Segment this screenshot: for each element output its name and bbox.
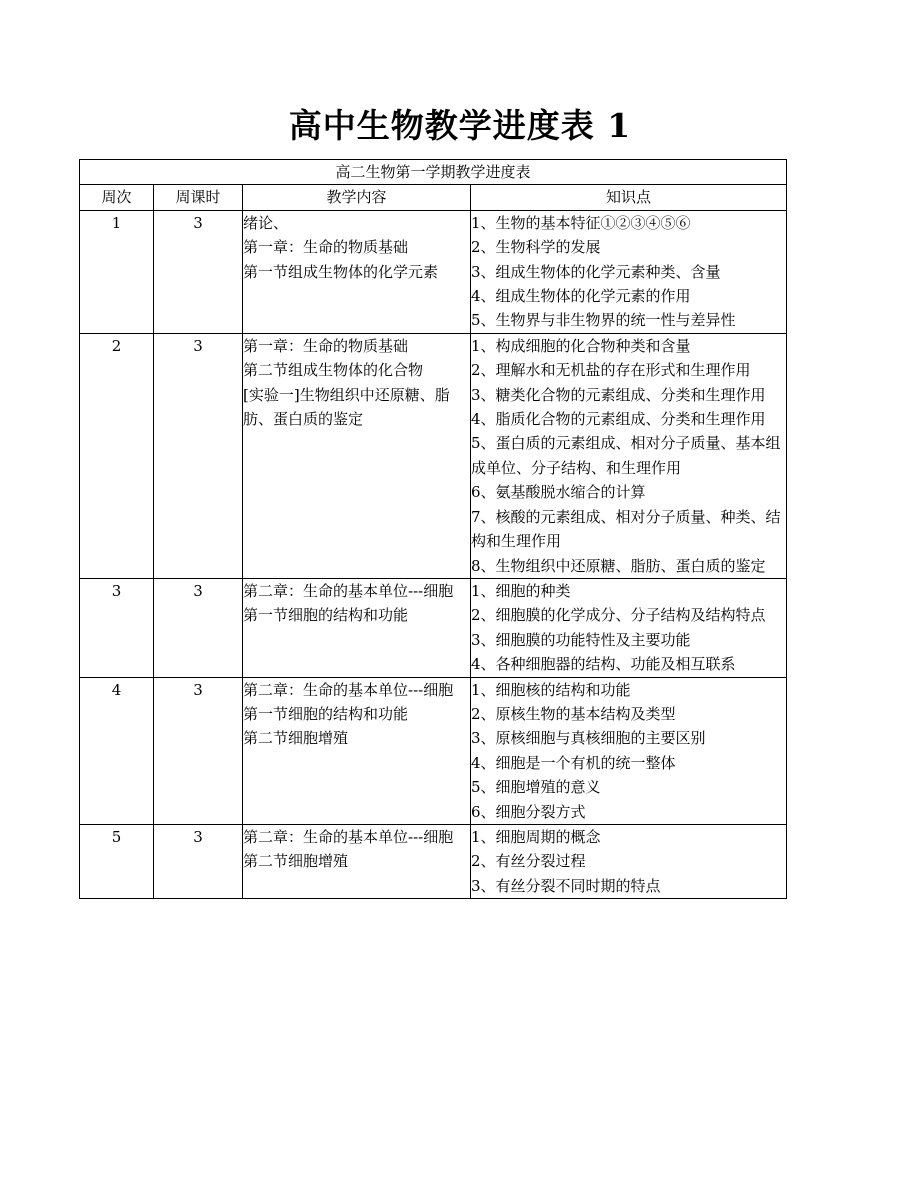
header-hours: 周课时: [154, 185, 243, 210]
table-header-row: [80, 185, 787, 210]
week-cell: 2: [80, 333, 154, 578]
hours-cell: 3: [154, 578, 243, 677]
header-week: 周次: [80, 185, 154, 210]
content-line: 绪论、: [243, 213, 289, 232]
hours-cell: 3: [154, 824, 243, 898]
point-item: 3、细胞膜的功能特性及主要功能: [471, 630, 691, 649]
header-content: 教学内容: [243, 185, 471, 210]
week-cell: 3: [80, 578, 154, 677]
point-item: 4、脂质化合物的元素组成、分类和生理作用: [471, 410, 766, 429]
hours-cell: 3: [154, 677, 243, 824]
points-cell: [471, 824, 787, 898]
content-cell: [243, 578, 471, 677]
points-cell: [471, 578, 787, 677]
point-item: 6、细胞分裂方式: [471, 802, 586, 821]
table-row: [80, 677, 787, 824]
point-item: 6、氨基酸脱水缩合的计算: [471, 483, 646, 502]
point-item: 4、细胞是一个有机的统一整体: [471, 753, 676, 772]
point-item: 2、细胞膜的化学成分、分子结构及结构特点: [471, 606, 766, 625]
content-cell: [243, 210, 471, 333]
content-cell: [243, 333, 471, 578]
point-item: 1、构成细胞的化合物种类和含量: [471, 336, 691, 355]
point-item: 3、原核细胞与真核细胞的主要区别: [471, 729, 706, 748]
teaching-schedule-table: [79, 159, 787, 899]
table-row: [80, 578, 787, 677]
content-line: 第一章：生命的物质基础: [243, 238, 409, 257]
header-points: 知识点: [471, 185, 787, 210]
content-cell: [243, 824, 471, 898]
hours-cell: 3: [154, 333, 243, 578]
point-item: 7、核酸的元素组成、相对分子质量、种类、结构和生理作用: [471, 507, 781, 551]
content-line: 第二节细胞增殖: [243, 852, 349, 871]
point-item: 1、细胞核的结构和功能: [471, 680, 631, 699]
content-line: 第一章：生命的物质基础: [243, 336, 409, 355]
content-line: [实验一]生物组织中还原糖、脂肪、蛋白质的鉴定: [243, 385, 450, 429]
week-cell: 4: [80, 677, 154, 824]
point-item: 2、原核生物的基本结构及类型: [471, 704, 676, 723]
point-item: 4、各种细胞器的结构、功能及相互联系: [471, 655, 736, 674]
content-line: 第二章：生命的基本单位---细胞: [243, 581, 454, 600]
table-row: [80, 210, 787, 333]
point-item: 1、生物的基本特征①②③④⑤⑥: [471, 213, 691, 232]
point-item: 3、糖类化合物的元素组成、分类和生理作用: [471, 385, 766, 404]
point-item: 5、细胞增殖的意义: [471, 778, 601, 797]
content-line: 第二章：生命的基本单位---细胞: [243, 827, 454, 846]
content-cell: [243, 677, 471, 824]
content-line: 第二节细胞增殖: [243, 729, 349, 748]
table-row: [80, 824, 787, 898]
table-caption: 高二生物第一学期教学进度表: [80, 160, 787, 185]
content-line: 第二章：生命的基本单位---细胞: [243, 680, 454, 699]
document-title: 高中生物教学进度表 1: [288, 106, 632, 145]
points-cell: [471, 210, 787, 333]
point-item: 2、生物科学的发展: [471, 238, 601, 257]
point-item: 2、理解水和无机盐的存在形式和生理作用: [471, 361, 751, 380]
week-cell: 5: [80, 824, 154, 898]
point-item: 3、组成生物体的化学元素种类、含量: [471, 262, 721, 281]
hours-cell: 3: [154, 210, 243, 333]
point-item: 1、细胞的种类: [471, 581, 571, 600]
point-item: 4、组成生物体的化学元素的作用: [471, 287, 691, 306]
point-item: 5、生物界与非生物界的统一性与差异性: [471, 311, 736, 330]
point-item: 2、有丝分裂过程: [471, 852, 586, 871]
table-row: [80, 333, 787, 578]
content-line: 第一节细胞的结构和功能: [243, 704, 409, 723]
content-line: 第一节细胞的结构和功能: [243, 606, 409, 625]
content-line: 第一节组成生物体的化学元素: [243, 262, 439, 281]
content-line: 第二节组成生物体的化合物: [243, 361, 424, 380]
point-item: 1、细胞周期的概念: [471, 827, 601, 846]
points-cell: [471, 677, 787, 824]
points-cell: [471, 333, 787, 578]
point-item: 8、生物组织中还原糖、脂肪、蛋白质的鉴定: [471, 556, 766, 575]
table-caption-row: [80, 160, 787, 185]
week-cell: 1: [80, 210, 154, 333]
point-item: 3、有丝分裂不同时期的特点: [471, 876, 661, 895]
point-item: 5、蛋白质的元素组成、相对分子质量、基本组成单位、分子结构、和生理作用: [471, 434, 781, 477]
